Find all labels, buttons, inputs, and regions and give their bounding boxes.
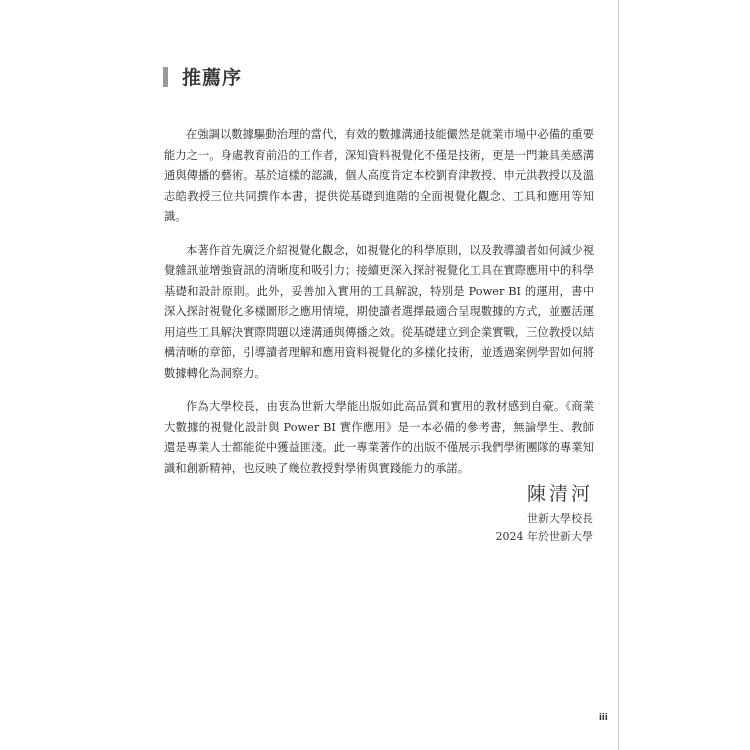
signature-date: 2024 年於世新大學 xyxy=(495,530,593,543)
page-edge-line xyxy=(618,0,619,750)
body-text xyxy=(164,125,594,492)
paragraph-1: 在強調以數據驅動治理的當代，有效的數據溝通技能儼然是就業市場中必備的重要能力之一。身處教育前沿的工作者，深知資料視覺化不僅是技術，更是一門兼具美感溝通與傳播的藝術。基於這樣的認識，個人高度肯定本校劉育津教授、申元洪教授以及溫志皓教授三位共同撰作本書，提供從基礎到進階的全面視覺化觀念、工具和應用等知識。 xyxy=(164,128,594,223)
paragraph-2: 本著作首先廣泛介紹視覺化觀念，如視覺化的科學原則，以及教導讀者如何減少視覺雜訊並增強資訊的清晰度和吸引力；接續更深入探討視覺化工具在實際應用中的科學基礎和設計原則。此外，妥善加入實用的工具解說，特別是 Power BI 的運用，書中深入探討視覺化多樣圖形之應用情境，期使讀者選擇最適合呈現數據的方式，並靈活運用這些工具解決實際問題以達溝通與傳播之效。從基礎建立到企業實戰，三位教授以結構清晰的章節，引導讀者理解和應用資料視覺化的多樣化技術，並透過案例學習如何將數據轉化為洞察力。 xyxy=(164,243,594,380)
page-number: iii xyxy=(599,713,608,723)
paragraph-3: 作為大學校長，由衷為世新大學能出版如此高品質和實用的教材感到自豪。《商業大數據的視覺化設計與 Power BI 實作應用》是一本必備的參考書，無論學生、教師還是專業人士都能從中獲益匪淺。此一專業著作的出版不僅展示我們學術團隊的專業知識和創新精神，也反映了幾位教授對學術與實踐能力的承諾。 xyxy=(164,400,594,475)
heading-accent-bar xyxy=(163,67,168,87)
page-title: 推薦序 xyxy=(182,67,243,89)
section-heading xyxy=(163,63,242,90)
signature-title: 世新大學校長 xyxy=(527,512,593,525)
signature-name: 陳清河 xyxy=(526,483,593,505)
